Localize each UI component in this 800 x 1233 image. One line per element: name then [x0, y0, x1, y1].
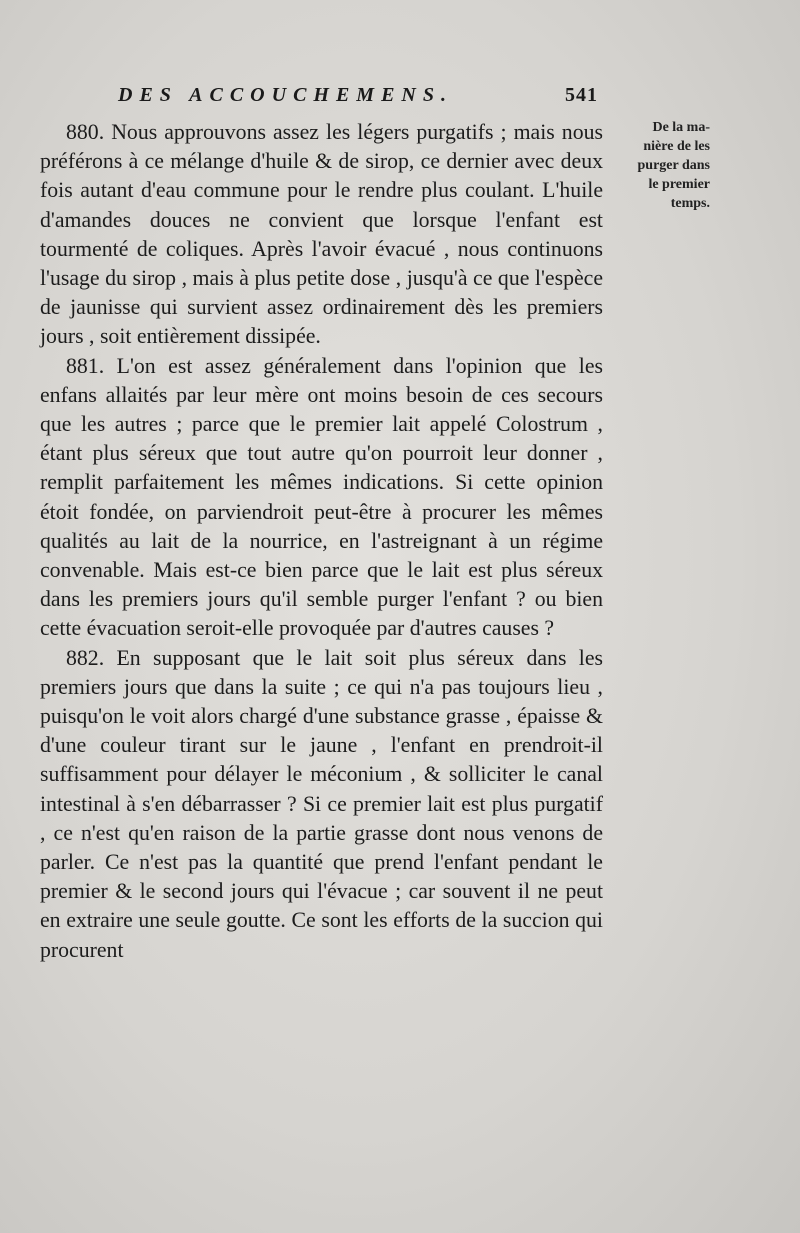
- body-text: [40, 118, 603, 965]
- paragraph-882: 882. En supposant que le lait soit plus séreux dans les premiers jours que dans la suite ; ce qui n'a pas toujours lieu , puisqu'on le voit alors chargé d'une substance grasse , épaisse & d'une couleur tirant sur le jaune , l'enfant en prendroit-il suffisamment pour délayer le méconium , & solliciter le canal intestinal à s'en débarrasser ? Si ce premier lait est plus purgatif , ce n'est qu'en raison de la partie grasse dont nous venons de parler. Ce n'est pas la quantité que prend l'enfant pendant le premier & le second jours qui l'évacue ; car souvent il ne peut en extraire une seule goutte. Ce sont les efforts de la succion qui procurent: [40, 645, 603, 962]
- margin-note-line: temps.: [670, 196, 710, 211]
- page-number: 541: [565, 84, 598, 106]
- paragraph-880: 880. Nous approuvons assez les légers purgatifs ; mais nous préférons à ce mélange d'huile & de sirop, ce dernier avec deux fois autant d'eau commune pour le rendre plus coulant. L'huile d'amandes douces ne convient que lorsque l'enfant est tourmenté de coliques. Après l'avoir évacué , nous continuons l'usage du sirop , mais à plus petite dose , jusqu'à ce que l'espèce de jaunisse qui survient assez ordinairement dès les premiers jours , soit entièrement dissipée.: [40, 120, 603, 349]
- margin-note-line: le premier: [648, 177, 710, 192]
- margin-note: [598, 118, 710, 213]
- margin-note-line: De la ma-: [652, 120, 710, 135]
- running-title: DES ACCOUCHEMENS.: [118, 84, 453, 106]
- page-header: [118, 84, 598, 114]
- paragraph-881: 881. L'on est assez généralement dans l'opinion que les enfans allaités par leur mère ont moins besoin de ces secours que les autres ; parce que le premier lait appelé Colostrum , étant plus séreux que tout autre qu'on pourroit leur donner , remplit parfaitement les mêmes indications. Si cette opinion étoit fondée, on parviendroit peut-être à procurer les mêmes qualités au lait de la nourrice, en l'astreignant à un régime convenable. Mais est-ce bien parce que le lait est plus séreux dans les premiers jours qu'il semble purger l'enfant ? ou bien cette évacuation seroit-elle provoquée par d'autres causes ?: [40, 353, 603, 641]
- margin-note-line: purger dans: [637, 158, 710, 173]
- margin-note-line: nière de les: [643, 139, 710, 154]
